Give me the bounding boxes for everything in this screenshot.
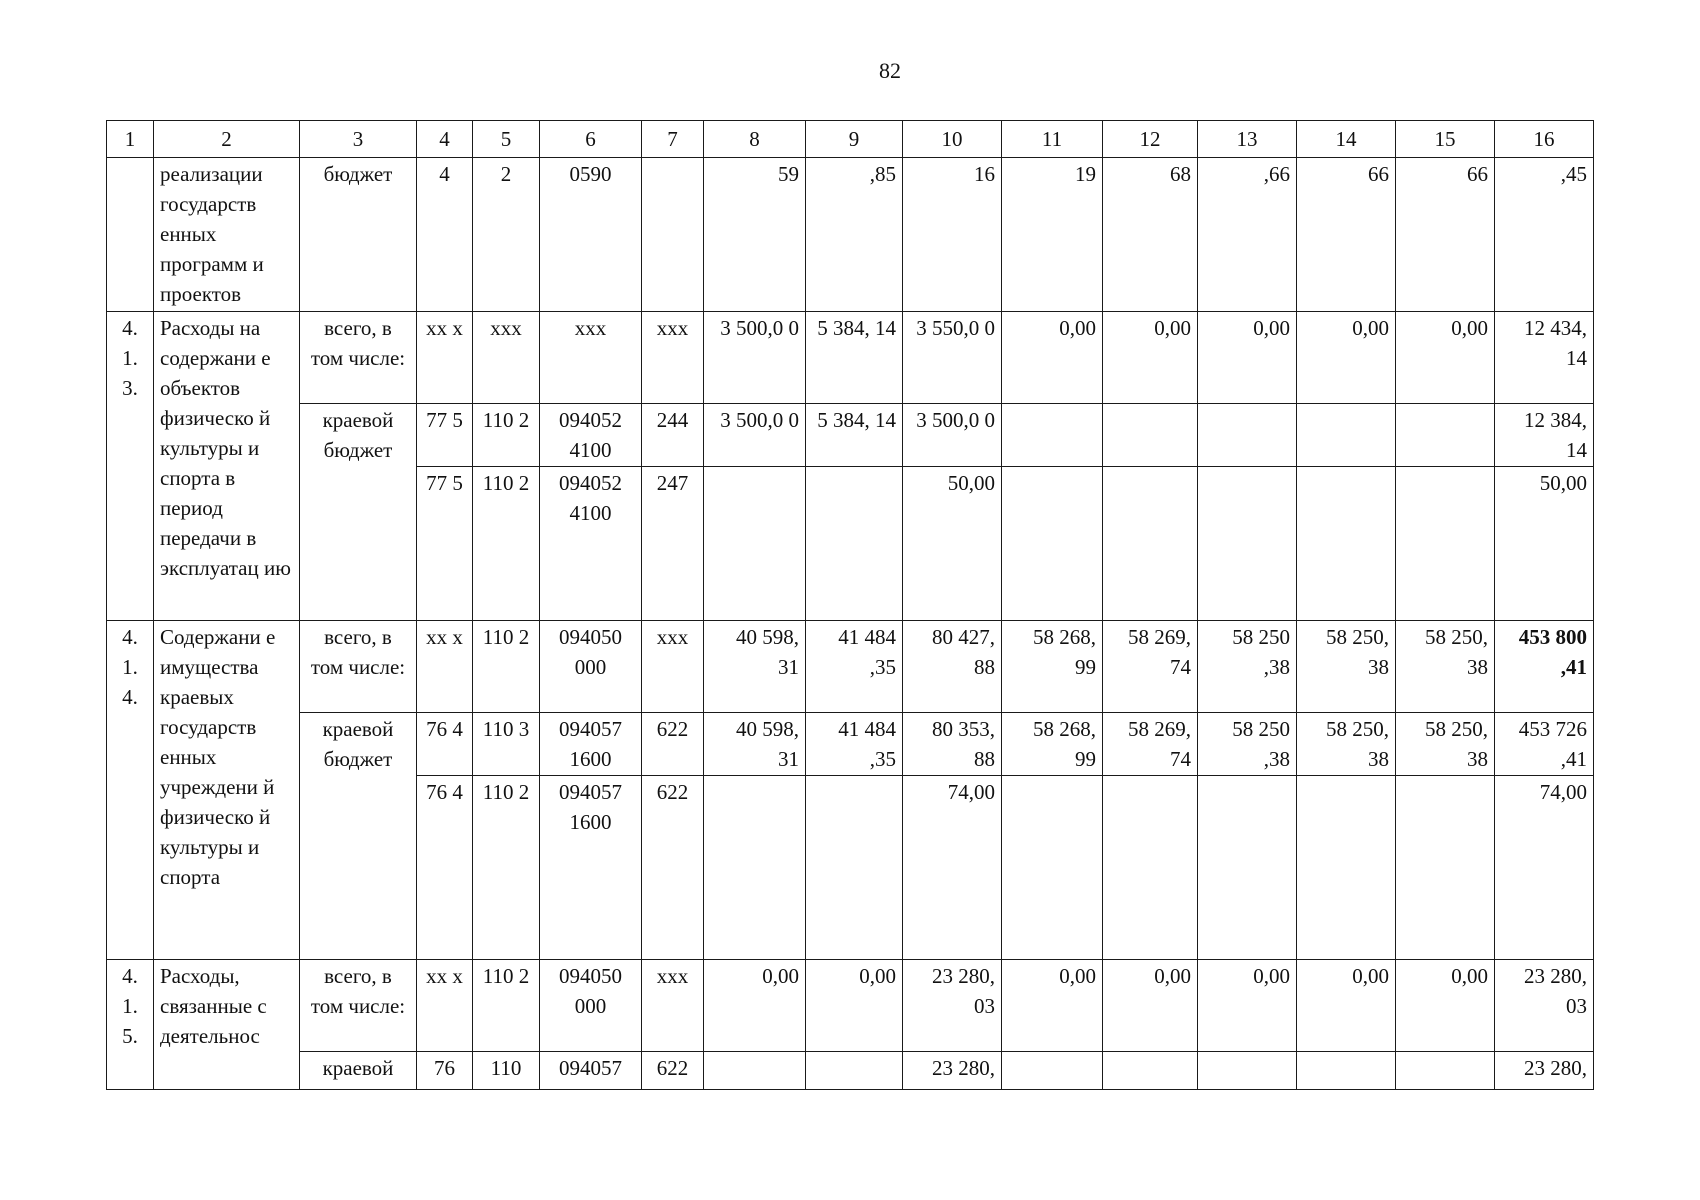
value-cell <box>806 776 903 960</box>
total-cell: 23 280, 03 <box>1495 960 1594 1052</box>
expense-type-cell: ххх <box>642 960 704 1052</box>
value-cell <box>1297 404 1396 467</box>
value-cell: 0,00 <box>1198 312 1297 404</box>
table-row <box>107 312 1594 404</box>
total-cell: 23 280, <box>1495 1052 1594 1090</box>
section-cell: 110 2 <box>473 960 540 1052</box>
value-cell <box>1103 404 1198 467</box>
table-row <box>107 713 1594 776</box>
item-number-cell <box>107 158 154 312</box>
funding-source-cell: всего, в том числе: <box>300 621 417 713</box>
value-cell: 58 250, 38 <box>1396 621 1495 713</box>
expense-type-cell: 622 <box>642 713 704 776</box>
funding-source-cell: бюджет <box>300 158 417 312</box>
target-article-cell: 094050 000 <box>540 621 642 713</box>
funding-source-cell: краевой бюджет <box>300 713 417 960</box>
value-cell: 0,00 <box>1002 960 1103 1052</box>
funding-source-cell: краевой <box>300 1052 417 1090</box>
item-name-cell: Расходы, связанные с деятельнос <box>154 960 300 1090</box>
grbs-cell: 77 5 <box>417 467 473 621</box>
item-name-cell: Расходы на содержани е объектов физическо й культуры и спорта в период передачи в эксплуатац ию <box>154 312 300 621</box>
value-cell: 5 384, 14 <box>806 404 903 467</box>
value-cell: 16 <box>903 158 1002 312</box>
value-cell <box>1297 776 1396 960</box>
table-row <box>107 960 1594 1052</box>
value-cell: 3 550,0 0 <box>903 312 1002 404</box>
value-cell: 0,00 <box>1297 312 1396 404</box>
value-cell <box>1002 404 1103 467</box>
header-row <box>107 121 1594 158</box>
expense-type-cell: ххх <box>642 621 704 713</box>
value-cell: 0,00 <box>1103 312 1198 404</box>
value-cell: 0,00 <box>704 960 806 1052</box>
value-cell: 23 280, 03 <box>903 960 1002 1052</box>
value-cell <box>1396 1052 1495 1090</box>
value-cell: 3 500,0 0 <box>704 312 806 404</box>
header-cell: 13 <box>1198 121 1297 158</box>
section-cell: 110 2 <box>473 467 540 621</box>
target-article-cell: 094050 000 <box>540 960 642 1052</box>
value-cell <box>1103 1052 1198 1090</box>
target-article-cell: 094057 1600 <box>540 776 642 960</box>
item-name-cell: реализации государств енных программ и проектов <box>154 158 300 312</box>
grbs-cell: хх х <box>417 312 473 404</box>
budget-table <box>106 120 1594 1090</box>
grbs-cell: 4 <box>417 158 473 312</box>
value-cell: 59 <box>704 158 806 312</box>
value-cell: 58 269, 74 <box>1103 621 1198 713</box>
funding-source-cell: всего, в том числе: <box>300 312 417 404</box>
header-cell: 4 <box>417 121 473 158</box>
value-cell <box>1396 776 1495 960</box>
total-cell: 453 800 ,41 <box>1495 621 1594 713</box>
value-cell <box>1103 467 1198 621</box>
value-cell: 58 250, 38 <box>1396 713 1495 776</box>
expense-type-cell: 247 <box>642 467 704 621</box>
section-cell: 110 2 <box>473 776 540 960</box>
total-cell: 50,00 <box>1495 467 1594 621</box>
table-row <box>107 404 1594 467</box>
value-cell: 5 384, 14 <box>806 312 903 404</box>
target-article-cell: 094052 4100 <box>540 467 642 621</box>
value-cell: 58 250 ,38 <box>1198 621 1297 713</box>
item-number-cell: 4. 1. 3. <box>107 312 154 621</box>
table-row <box>107 1052 1594 1090</box>
header-cell: 7 <box>642 121 704 158</box>
funding-source-cell: краевой бюджет <box>300 404 417 621</box>
value-cell <box>704 776 806 960</box>
value-cell: 58 250, 38 <box>1297 621 1396 713</box>
value-cell: 0,00 <box>1396 960 1495 1052</box>
header-cell: 15 <box>1396 121 1495 158</box>
value-cell: 41 484 ,35 <box>806 621 903 713</box>
header-cell: 3 <box>300 121 417 158</box>
section-cell: 110 3 <box>473 713 540 776</box>
value-cell <box>1198 1052 1297 1090</box>
value-cell <box>1198 404 1297 467</box>
expense-type-cell: ххх <box>642 312 704 404</box>
value-cell: 40 598, 31 <box>704 621 806 713</box>
item-number-cell: 4. 1. 5. <box>107 960 154 1090</box>
value-cell: 0,00 <box>1396 312 1495 404</box>
value-cell: 3 500,0 0 <box>704 404 806 467</box>
value-cell: ,66 <box>1198 158 1297 312</box>
value-cell: 41 484 ,35 <box>806 713 903 776</box>
total-cell: 12 434, 14 <box>1495 312 1594 404</box>
header-cell: 14 <box>1297 121 1396 158</box>
value-cell: 0,00 <box>1103 960 1198 1052</box>
target-article-cell: 094057 <box>540 1052 642 1090</box>
header-cell: 16 <box>1495 121 1594 158</box>
value-cell <box>1396 467 1495 621</box>
value-cell: 80 427, 88 <box>903 621 1002 713</box>
value-cell <box>1198 467 1297 621</box>
value-cell <box>704 467 806 621</box>
header-cell: 11 <box>1002 121 1103 158</box>
table-row <box>107 621 1594 713</box>
value-cell <box>1103 776 1198 960</box>
header-cell: 12 <box>1103 121 1198 158</box>
section-cell: ххх <box>473 312 540 404</box>
value-cell: 58 269, 74 <box>1103 713 1198 776</box>
total-cell: 12 384, 14 <box>1495 404 1594 467</box>
value-cell <box>806 467 903 621</box>
header-cell: 5 <box>473 121 540 158</box>
value-cell: 0,00 <box>1002 312 1103 404</box>
table-row <box>107 158 1594 312</box>
value-cell: 68 <box>1103 158 1198 312</box>
value-cell: 19 <box>1002 158 1103 312</box>
header-cell: 9 <box>806 121 903 158</box>
value-cell <box>1002 467 1103 621</box>
total-cell: 74,00 <box>1495 776 1594 960</box>
value-cell: 40 598, 31 <box>704 713 806 776</box>
section-cell: 110 <box>473 1052 540 1090</box>
value-cell <box>1002 1052 1103 1090</box>
grbs-cell: 77 5 <box>417 404 473 467</box>
header-cell: 1 <box>107 121 154 158</box>
item-name-cell: Содержани е имущества краевых государств енных учреждени й физическо й культуры и спорта <box>154 621 300 960</box>
section-cell: 2 <box>473 158 540 312</box>
value-cell: 23 280, <box>903 1052 1002 1090</box>
expense-type-cell: 622 <box>642 776 704 960</box>
value-cell <box>704 1052 806 1090</box>
item-number-cell: 4. 1. 4. <box>107 621 154 960</box>
value-cell: 74,00 <box>903 776 1002 960</box>
total-cell: ,45 <box>1495 158 1594 312</box>
expense-type-cell: 244 <box>642 404 704 467</box>
page-number: 82 <box>879 58 901 83</box>
value-cell: 66 <box>1297 158 1396 312</box>
grbs-cell: 76 4 <box>417 713 473 776</box>
target-article-cell: 0590 <box>540 158 642 312</box>
value-cell: 50,00 <box>903 467 1002 621</box>
grbs-cell: хх х <box>417 621 473 713</box>
value-cell <box>1198 776 1297 960</box>
expense-type-cell: 622 <box>642 1052 704 1090</box>
target-article-cell: 094057 1600 <box>540 713 642 776</box>
value-cell: 3 500,0 0 <box>903 404 1002 467</box>
section-cell: 110 2 <box>473 621 540 713</box>
value-cell: 0,00 <box>1198 960 1297 1052</box>
value-cell <box>806 1052 903 1090</box>
total-cell: 453 726 ,41 <box>1495 713 1594 776</box>
value-cell: 0,00 <box>1297 960 1396 1052</box>
value-cell: 58 250, 38 <box>1297 713 1396 776</box>
value-cell <box>1002 776 1103 960</box>
value-cell: 66 <box>1396 158 1495 312</box>
value-cell: 80 353, 88 <box>903 713 1002 776</box>
value-cell <box>1297 1052 1396 1090</box>
value-cell <box>1297 467 1396 621</box>
grbs-cell: хх х <box>417 960 473 1052</box>
value-cell: 58 268, 99 <box>1002 621 1103 713</box>
grbs-cell: 76 <box>417 1052 473 1090</box>
value-cell: 0,00 <box>806 960 903 1052</box>
target-article-cell: 094052 4100 <box>540 404 642 467</box>
header-cell: 6 <box>540 121 642 158</box>
header-cell: 2 <box>154 121 300 158</box>
section-cell: 110 2 <box>473 404 540 467</box>
grbs-cell: 76 4 <box>417 776 473 960</box>
expense-type-cell <box>642 158 704 312</box>
header-cell: 10 <box>903 121 1002 158</box>
value-cell <box>1396 404 1495 467</box>
funding-source-cell: всего, в том числе: <box>300 960 417 1052</box>
value-cell: ,85 <box>806 158 903 312</box>
header-cell: 8 <box>704 121 806 158</box>
value-cell: 58 250 ,38 <box>1198 713 1297 776</box>
value-cell: 58 268, 99 <box>1002 713 1103 776</box>
target-article-cell: ххх <box>540 312 642 404</box>
